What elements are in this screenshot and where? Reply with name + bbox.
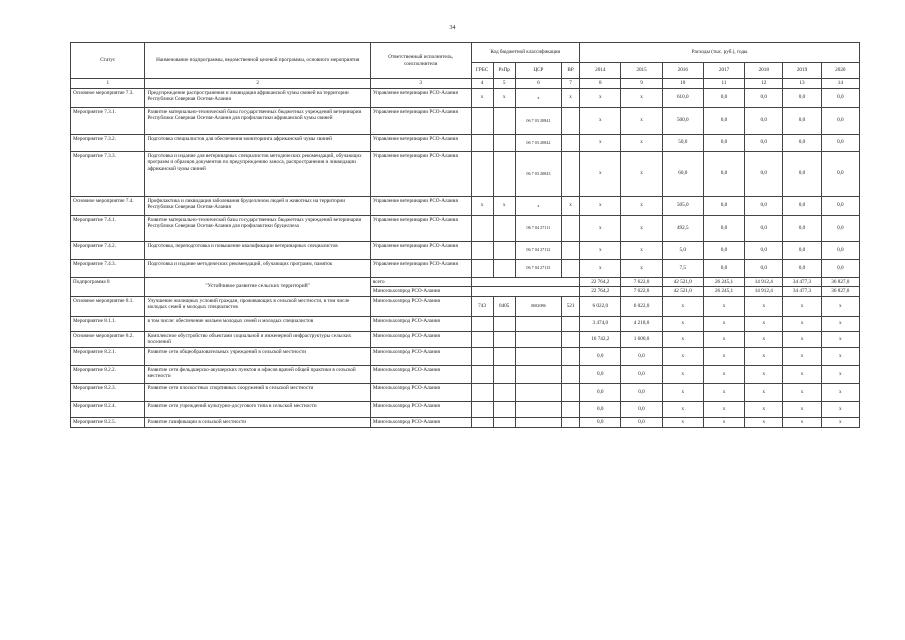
row-value: 0,0	[580, 401, 621, 417]
exec-2017: 26 245,1	[703, 287, 744, 297]
exec-2019: 34 477,3	[783, 287, 821, 297]
table-row	[71, 296, 860, 316]
row-value: 0,0	[821, 151, 859, 196]
row-value: 60,0	[662, 151, 703, 196]
row-status: Основное мероприятие 8.2.	[71, 331, 145, 347]
row-value: 0,0	[745, 107, 783, 134]
table-row	[71, 365, 860, 383]
row-value: х	[703, 347, 744, 365]
row-value: 0,0	[703, 215, 744, 241]
row-value: х	[703, 365, 744, 383]
table-body-section-7	[71, 88, 860, 277]
total-2015: 7 622,0	[621, 277, 662, 287]
exec-2018: 14 912,4	[745, 287, 783, 297]
row-value: х	[580, 151, 621, 196]
row-csr: 06 7 04 27111	[515, 215, 561, 241]
header-year-col: 2015	[621, 63, 662, 79]
row-value: х	[783, 401, 821, 417]
row-value: х	[703, 417, 744, 427]
row-value: 16 742,2	[580, 331, 621, 347]
subprogram-status: Подпрограмма 8	[71, 277, 145, 296]
row-grbs	[471, 417, 493, 427]
column-number: 9	[621, 79, 662, 89]
row-value: 0,0	[821, 107, 859, 134]
row-name: Развитие материально-технической базы государственных бюджетных учреждений ветеринарии Республики Северная Осетия-Алания для профилактики африканской чумы свиней	[145, 107, 370, 134]
row-name: Развитие газификации в сельской местности	[145, 417, 370, 427]
row-value: х	[745, 417, 783, 427]
row-name: Развитие материально-технической базы государственных бюджетных учреждений ветеринарии Республики Северная Осетия-Алания для профилактики бруцеллеза	[145, 215, 370, 241]
row-executor: Управление ветеринарии РСО-Алания	[370, 134, 471, 151]
row-value: х	[745, 316, 783, 331]
row-value: 7,5	[662, 259, 703, 277]
row-value: х	[783, 365, 821, 383]
subprogram-executor: Минсельхозпрод РСО-Алания	[370, 287, 471, 297]
row-status: Мероприятие 7.3.3.	[71, 151, 145, 196]
column-number: 10	[662, 79, 703, 89]
row-csr	[515, 417, 561, 427]
total-2017: 26 245,1	[703, 277, 744, 287]
column-numbers-row	[71, 79, 860, 89]
row-value: 0,0	[621, 365, 662, 383]
row-value: х	[783, 383, 821, 401]
row-executor: Минсельхозпрод РСО-Алания	[370, 296, 471, 316]
row-csr	[515, 365, 561, 383]
row-value: 0,0	[621, 347, 662, 365]
row-grbs: х	[471, 88, 493, 107]
row-executor: Управление ветеринарии РСО-Алания	[370, 259, 471, 277]
row-vr	[562, 347, 580, 365]
table-row	[71, 241, 860, 259]
row-grbs	[471, 107, 493, 134]
row-status: Мероприятие 8.1.1.	[71, 316, 145, 331]
subprogram-8-rows	[71, 277, 860, 296]
row-grbs	[471, 331, 493, 347]
row-name: Подготовка и издание методических рекомендаций, обучающих программ, памяток	[145, 259, 370, 277]
table-row	[71, 259, 860, 277]
total-2016: 42 521,0	[662, 277, 703, 287]
row-value: х	[745, 296, 783, 316]
row-value: 0,0	[745, 151, 783, 196]
table-row	[71, 196, 860, 215]
table-row	[71, 383, 860, 401]
header-name: Наименование подпрограммы, ведомственной целевой программы, основного мероприятия	[145, 43, 370, 79]
total-2019: 34 477,3	[783, 277, 821, 287]
row-value: х	[821, 331, 859, 347]
row-rzpr	[493, 417, 515, 427]
table-row	[71, 331, 860, 347]
row-name: Подготовка, переподготовка и повышение квалификации ветеринарных специалистов	[145, 241, 370, 259]
row-rzpr	[493, 316, 515, 331]
budget-table	[70, 42, 860, 428]
row-executor: Управление ветеринарии РСО-Алания	[370, 88, 471, 107]
header-year-col: 2020	[821, 63, 859, 79]
row-value: 0,0	[621, 383, 662, 401]
page-number: 34	[449, 25, 456, 31]
row-value: 0,0	[703, 196, 744, 215]
row-value: 0,0	[821, 259, 859, 277]
column-number: 11	[703, 79, 744, 89]
exec-2020: 36 827,0	[821, 287, 859, 297]
row-vr	[562, 215, 580, 241]
row-value: х	[745, 347, 783, 365]
row-value: 0,0	[703, 241, 744, 259]
row-executor: Минсельхозпрод РСО-Алания	[370, 331, 471, 347]
row-csr	[515, 383, 561, 401]
row-value: 5,0	[662, 241, 703, 259]
row-csr: 06 7 03 20842	[515, 134, 561, 151]
row-value: 4 218,0	[621, 316, 662, 331]
row-executor: Минсельхозпрод РСО-Алания	[370, 383, 471, 401]
row-value: 0,0	[821, 215, 859, 241]
row-value: х	[621, 88, 662, 107]
row-csr: 06 7 04 27112	[515, 241, 561, 259]
row-name: Предупреждение распространения и ликвидация африканской чумы свиней на территории Республики Северная Осетия-Алания	[145, 88, 370, 107]
row-value: 500,0	[662, 107, 703, 134]
table-row	[71, 151, 860, 196]
row-value: 0,0	[703, 151, 744, 196]
total-2014: 22 764,2	[580, 277, 621, 287]
column-number: 3	[370, 79, 471, 89]
column-number: 2	[145, 79, 370, 89]
column-number: 7	[562, 79, 580, 89]
row-status: Мероприятие 7.4.1.	[71, 215, 145, 241]
table-row	[71, 107, 860, 134]
row-value: х	[662, 417, 703, 427]
table-body-section-8	[71, 296, 860, 427]
header-year-col: 2019	[783, 63, 821, 79]
row-vr	[562, 134, 580, 151]
row-value: х	[821, 417, 859, 427]
row-name: Подготовка специалистов для обеспечения мониторинга африканской чумы свиней	[145, 134, 370, 151]
row-name: Профилактика и ликвидация заболевания бруцеллезом людей и животных на территории Республики Северная Осетия-Алания	[145, 196, 370, 215]
table-row	[71, 215, 860, 241]
row-value: х	[662, 347, 703, 365]
row-value: 0,0	[745, 241, 783, 259]
row-value: х	[580, 196, 621, 215]
column-number: 8	[580, 79, 621, 89]
row-vr	[562, 151, 580, 196]
column-number: 5	[493, 79, 515, 89]
row-value: 0,0	[621, 401, 662, 417]
row-value: 0,0	[783, 151, 821, 196]
row-value: х	[703, 316, 744, 331]
row-grbs: 743	[471, 296, 493, 316]
row-value: 0,0	[783, 107, 821, 134]
row-value: 505,0	[662, 196, 703, 215]
row-status: Мероприятие 7.3.1.	[71, 107, 145, 134]
row-csr	[515, 316, 561, 331]
row-vr	[562, 241, 580, 259]
row-status: Мероприятие 7.3.2.	[71, 134, 145, 151]
row-rzpr	[493, 215, 515, 241]
row-value: х	[783, 331, 821, 347]
row-vr	[562, 107, 580, 134]
row-rzpr: х	[493, 196, 515, 215]
row-value: х	[703, 296, 744, 316]
row-value: 0,0	[783, 196, 821, 215]
header-status: Статус	[71, 43, 145, 79]
row-grbs	[471, 134, 493, 151]
total-2020: 36 827,0	[821, 277, 859, 287]
row-name: Развитие сети плоскостных спортивных сооружений в сельской местности	[145, 383, 370, 401]
row-value: х	[662, 365, 703, 383]
row-csr: 06 7 03 20841	[515, 107, 561, 134]
row-value: 0,0	[783, 134, 821, 151]
row-value: х	[821, 296, 859, 316]
row-grbs	[471, 316, 493, 331]
row-value: 0,0	[745, 259, 783, 277]
row-grbs	[471, 241, 493, 259]
row-rzpr	[493, 241, 515, 259]
table-row	[71, 417, 860, 427]
row-value: 0,0	[580, 365, 621, 383]
row-executor: Минсельхозпрод РСО-Алания	[370, 417, 471, 427]
row-vr: х	[562, 196, 580, 215]
row-value: 0,0	[703, 259, 744, 277]
table-row	[71, 134, 860, 151]
subprogram-title: "Устойчивое развитие сельских территорий"	[145, 277, 370, 296]
row-value: х	[783, 417, 821, 427]
row-rzpr: х	[493, 88, 515, 107]
row-value: х	[821, 316, 859, 331]
row-value: 0,0	[821, 196, 859, 215]
row-value: х	[821, 365, 859, 383]
row-name: Развитие сети учреждений культурно-досугового типа в сельской местности	[145, 401, 370, 417]
row-value: х	[580, 215, 621, 241]
row-value: х	[783, 347, 821, 365]
row-value: 0,0	[745, 215, 783, 241]
row-value: х	[621, 196, 662, 215]
row-grbs	[471, 259, 493, 277]
row-rzpr	[493, 347, 515, 365]
row-name: Комплексное обустройство объектами социальной и инженерной инфраструктуры сельских поселений	[145, 331, 370, 347]
exec-2014: 22 764,2	[580, 287, 621, 297]
row-value: х	[662, 331, 703, 347]
header-year-col: 2014	[580, 63, 621, 79]
row-rzpr: 0405	[493, 296, 515, 316]
row-value: х	[821, 401, 859, 417]
row-rzpr	[493, 365, 515, 383]
row-value: 0,0	[745, 196, 783, 215]
total-2018: 14 912,4	[745, 277, 783, 287]
header-expenses: Расходы (тыс. руб.), годы	[580, 43, 860, 63]
row-value: 6 022,0	[621, 296, 662, 316]
row-rzpr	[493, 383, 515, 401]
table-header	[71, 43, 860, 89]
row-value: х	[821, 347, 859, 365]
row-value: х	[580, 241, 621, 259]
row-csr	[515, 401, 561, 417]
row-value: х	[580, 88, 621, 107]
row-name: Улучшение жилищных условий граждан, проживающих в сельской местности, в том числе молодых семей и молодых специалистов	[145, 296, 370, 316]
row-status: Основное мероприятие 7.3.	[71, 88, 145, 107]
header-executor: Ответственный исполнитель, соисполнители	[370, 43, 471, 79]
row-value: 0,0	[703, 134, 744, 151]
row-grbs	[471, 401, 493, 417]
row-value: х	[621, 259, 662, 277]
table-row	[71, 316, 860, 331]
row-status: Основное мероприятие 7.4.	[71, 196, 145, 215]
exec-2016: 42 521,0	[662, 287, 703, 297]
row-value: х	[621, 107, 662, 134]
row-value: 0,0	[783, 88, 821, 107]
row-vr	[562, 259, 580, 277]
row-name: Развитие сети фельдшерско-акушерских пунктов и офисов врачей общей практики в сельской местности	[145, 365, 370, 383]
header-code-col: ВР	[562, 63, 580, 79]
row-executor: Минсельхозпрод РСО-Алания	[370, 365, 471, 383]
row-value: 0,0	[580, 417, 621, 427]
row-executor: Управление ветеринарии РСО-Алания	[370, 151, 471, 196]
table-row	[71, 88, 860, 107]
row-value: 0,0	[783, 241, 821, 259]
row-grbs: х	[471, 196, 493, 215]
row-value: 0,0	[703, 88, 744, 107]
row-value: 0,0	[745, 134, 783, 151]
column-number: 4	[471, 79, 493, 89]
row-value: х	[621, 241, 662, 259]
table-row	[71, 401, 860, 417]
row-value: х	[745, 383, 783, 401]
exec-2015: 7 622,0	[621, 287, 662, 297]
row-value: 0,0	[580, 347, 621, 365]
row-value: х	[745, 365, 783, 383]
row-rzpr	[493, 107, 515, 134]
row-csr	[515, 347, 561, 365]
row-value: 0,0	[783, 259, 821, 277]
row-rzpr	[493, 151, 515, 196]
row-value: 0,0	[783, 215, 821, 241]
header-year-col: 2017	[703, 63, 744, 79]
row-grbs	[471, 383, 493, 401]
row-value: х	[621, 215, 662, 241]
row-vr: 521	[562, 296, 580, 316]
row-rzpr	[493, 134, 515, 151]
column-number: 12	[745, 79, 783, 89]
column-number: 1	[71, 79, 145, 89]
row-value: х	[580, 134, 621, 151]
row-value: 1 600,0	[621, 331, 662, 347]
row-value: 492,5	[662, 215, 703, 241]
row-status: Мероприятие 7.4.2.	[71, 241, 145, 259]
row-status: Мероприятие 8.2.4.	[71, 401, 145, 417]
row-executor: Минсельхозпрод РСО-Алания	[370, 401, 471, 417]
header-year-col: 2016	[662, 63, 703, 79]
row-csr	[515, 331, 561, 347]
row-vr	[562, 316, 580, 331]
row-status: Мероприятие 8.2.5.	[71, 417, 145, 427]
row-status: Мероприятие 7.4.3.	[71, 259, 145, 277]
row-value: х	[703, 331, 744, 347]
row-grbs	[471, 347, 493, 365]
row-executor: Управление ветеринарии РСО-Алания	[370, 215, 471, 241]
row-rzpr	[493, 401, 515, 417]
column-number: 6	[515, 79, 561, 89]
row-value: х	[580, 259, 621, 277]
row-value: х	[745, 331, 783, 347]
row-status: Мероприятие 8.2.2.	[71, 365, 145, 383]
row-value: 3 474,0	[580, 316, 621, 331]
row-status: Основное мероприятие 8.1.	[71, 296, 145, 316]
subprogram-total-label: всего	[370, 277, 471, 287]
row-value: 610,0	[662, 88, 703, 107]
row-value: х	[662, 316, 703, 331]
row-vr	[562, 383, 580, 401]
row-value: 6 022,0	[580, 296, 621, 316]
row-value: х	[783, 316, 821, 331]
column-number: 14	[821, 79, 859, 89]
row-value: х	[821, 383, 859, 401]
row-value: 0,0	[821, 88, 859, 107]
row-csr: 06 7 04 27113	[515, 259, 561, 277]
row-grbs	[471, 151, 493, 196]
row-value: х	[703, 401, 744, 417]
table-row	[71, 347, 860, 365]
row-vr	[562, 401, 580, 417]
row-rzpr	[493, 331, 515, 347]
row-value: 0,0	[580, 383, 621, 401]
row-value: 0,0	[821, 241, 859, 259]
row-value: х	[703, 383, 744, 401]
row-value: х	[662, 401, 703, 417]
row-status: Мероприятие 8.2.1.	[71, 347, 145, 365]
row-executor: Управление ветеринарии РСО-Алания	[370, 107, 471, 134]
row-value: х	[621, 151, 662, 196]
header-code-col: ГРБС	[471, 63, 493, 79]
row-vr	[562, 365, 580, 383]
row-value: х	[621, 134, 662, 151]
row-value: х	[783, 296, 821, 316]
header-code-col: РзПр	[493, 63, 515, 79]
row-value: 50,0	[662, 134, 703, 151]
row-vr	[562, 417, 580, 427]
row-vr: х	[562, 88, 580, 107]
row-value: х	[662, 383, 703, 401]
row-vr	[562, 331, 580, 347]
header-year-col: 2018	[745, 63, 783, 79]
row-csr: х	[515, 196, 561, 215]
row-value: 0,0	[745, 88, 783, 107]
row-value: х	[745, 401, 783, 417]
row-executor: Управление ветеринарии РСО-Алания	[370, 196, 471, 215]
row-executor: Управление ветеринарии РСО-Алания	[370, 241, 471, 259]
row-value: 0,0	[703, 107, 744, 134]
row-value: х	[662, 296, 703, 316]
row-name: в том числе: обеспечение жильем молодых семей и молодых специалистов	[145, 316, 370, 331]
row-grbs	[471, 215, 493, 241]
row-rzpr	[493, 259, 515, 277]
row-value: х	[580, 107, 621, 134]
row-name: Развитие сети общеобразовательных учреждений в сельской местности	[145, 347, 370, 365]
row-csr: 0682086	[515, 296, 561, 316]
row-executor: Минсельхозпрод РСО-Алания	[370, 347, 471, 365]
row-grbs	[471, 365, 493, 383]
row-executor: Минсельхозпрод РСО-Алания	[370, 316, 471, 331]
row-csr: х	[515, 88, 561, 107]
header-budget-code: Код бюджетной классификации	[471, 43, 580, 63]
row-status: Мероприятие 8.2.3.	[71, 383, 145, 401]
row-value: 0,0	[821, 134, 859, 151]
row-name: Подготовка и издание для ветеринарных специалистов методических рекомендаций, обучающих программ и образцов документов по предупреждению заноса, распространения и ликвидации африканской чумы свиней	[145, 151, 370, 196]
row-csr: 06 7 03 20843	[515, 151, 561, 196]
header-code-col: ЦСР	[515, 63, 561, 79]
row-value: 0,0	[621, 417, 662, 427]
column-number: 13	[783, 79, 821, 89]
